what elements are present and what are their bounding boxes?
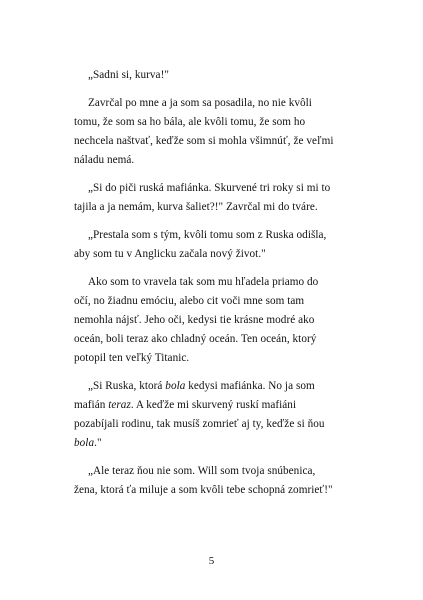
paragraph [74,226,360,264]
text-line: pozabíjali rodinu, tak musíš zomrieť aj ty, keďže si ňou [74,418,325,430]
text-line: žena, ktorá ťa miluje a som kvôli tebe schopná zomrieť!" [74,484,333,496]
text-line: „Ale teraz ňou nie som. Will som tvoja snúbenica, [88,465,316,477]
text-line: nechcela naštvať, keďže som si mohla všimnúť, že veľmi [74,135,334,147]
text-line: Zavrčal po mne a ja som sa posadila, no nie kvôli [88,97,312,109]
text-line: tajila a ja nemám, kurva šaliet?!" Zavrčal mi do tváre. [74,201,318,213]
text-line: „Si do piči ruská mafiánka. Skurvené tri roky si mi to [88,182,331,194]
text-line: aby som tu v Anglicku začala nový život." [74,248,266,260]
paragraph [74,462,360,500]
text-line: očí, no žiadnu emóciu, alebo cit voči mne som tam [74,295,305,307]
text-line: bola." [74,437,102,449]
paragraph [74,273,360,368]
text-line: Ako som to vravela tak som mu hľadela priamo do [88,276,319,288]
paragraph [74,179,360,217]
text-line: „Sadni si, kurva!" [88,69,169,81]
paragraph [74,94,360,170]
page-body-text [74,66,360,509]
text-line: mafián teraz. A keďže mi skurvený ruskí mafiáni [74,399,297,411]
text-line: „Prestala som s tým, kvôli tomu som z Ruska odišla, [88,229,327,241]
paragraph [74,66,360,85]
text-line: nemohla nájsť. Jeho oči, kedysi tie krásne modré ako [74,314,315,326]
text-line: „Si Ruska, ktorá bola kedysi mafiánka. No ja som [88,380,315,392]
text-line: potopil ten veľký Titanic. [74,352,190,364]
text-line: oceán, boli teraz ako chladný oceán. Ten oceán, ktorý [74,333,317,345]
paragraph [74,377,360,453]
page-number: 5 [208,555,215,567]
text-line: náladu nemá. [74,154,135,166]
text-line: tomu, že som sa ho bála, ale kvôli tomu, že som ho [74,116,306,128]
